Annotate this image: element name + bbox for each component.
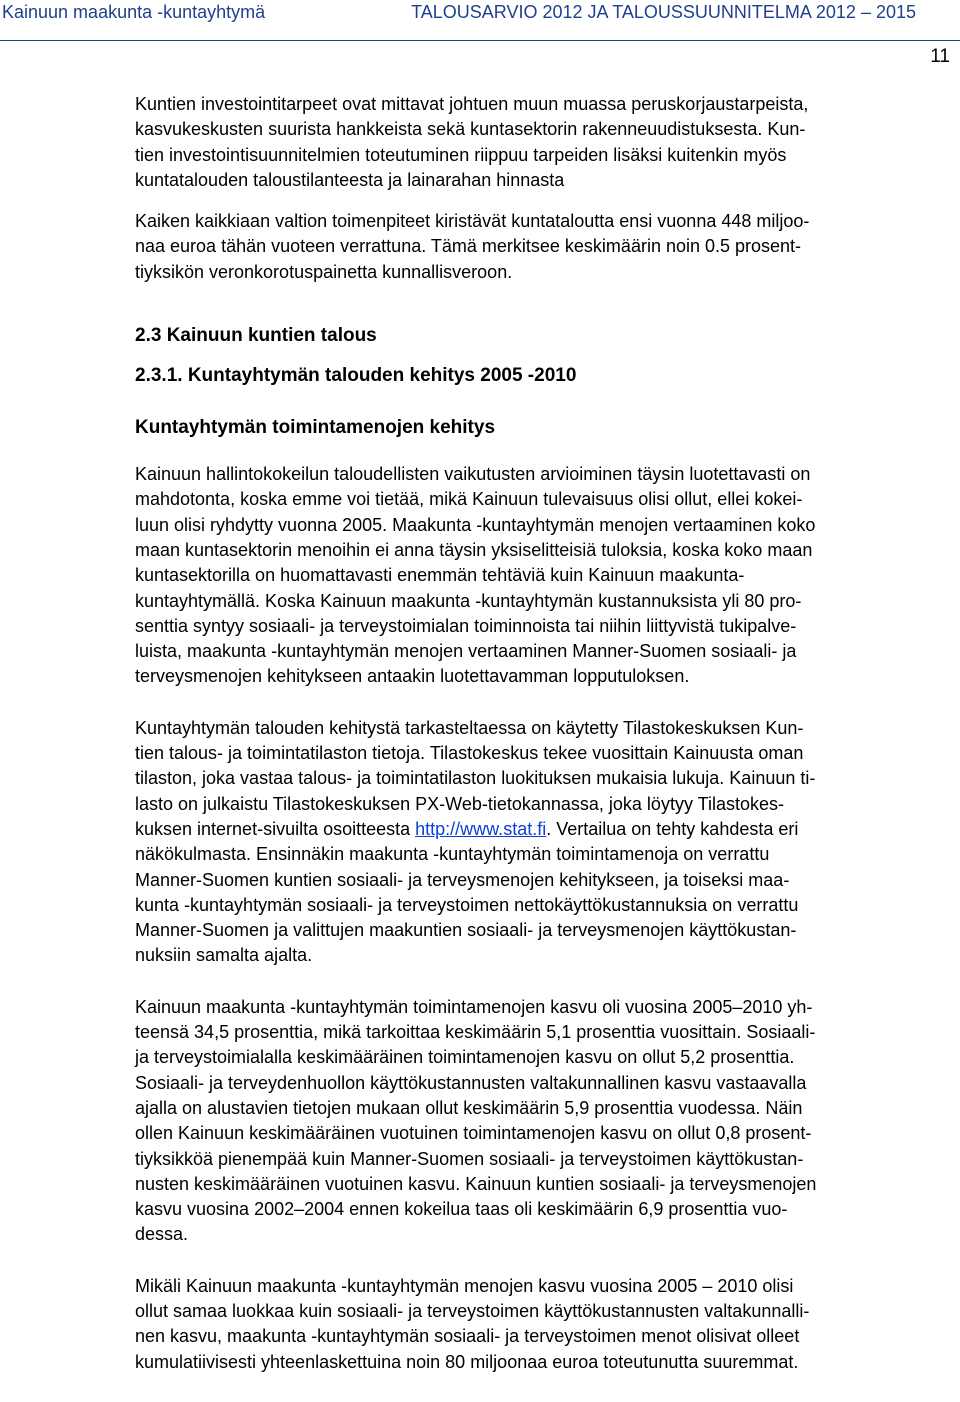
paragraph-cumulative-estimate: Mikäli Kainuun maakunta -kuntayhtymän menojen kasvu vuosina 2005 – 2010 olisi ollut samaa luokkaa kuin sosiaali- ja terveystoimen käyttökustannusten valtakunnalli- nen kasvu, maakunta -kuntayhtymän sosiaali- ja terveystoimen menot olisivat olleet kumulatiivisesti yhteenlaskettuina noin 80 miljoonaa euroa toteutunutta suuremmat. <box>135 1275 810 1372</box>
section-heading: 2.3 Kainuun kuntien talous <box>135 325 377 347</box>
page-number: 11 <box>930 46 950 67</box>
paragraph-expense-growth: Kainuun maakunta -kuntayhtymän toimintamenojen kasvu oli vuosina 2005–2010 yh- teensä 34,5 prosenttia, mikä tarkoittaa keskimäärin 5,1 prosenttia vuosittain. Sosiaali- ja terveystoimialalla keskimääräinen toimintamenojen kasvu on ollut 5,2 prosenttia. Sosiaali- ja terveydenhuollon käyttökustannusten valtakunnallinen kasvu vastaavalla ajalla on alustavien tietojen mukaan ollut keskimäärin 5,9 prosenttia vuodessa. Näin ollen Kainuun keskimääräinen vuotuinen toimintamenojen kasvu on ollut 0,8 prosent- tiyksikköä pienempää kuin Manner-Suomen sosiaali- ja terveystoimen käyttökustan- nusten keskimääräinen vuotuinen kasvu. Kainuun kuntien sosiaali- ja terveysmenojen kasvu vuosina 2002–2004 ennen kokeilua taas oli keskimäärin 6,9 prosenttia vuo- dessa. <box>135 996 817 1245</box>
header-organization: Kainuun maakunta -kuntayhtymä <box>2 2 266 22</box>
page-header <box>0 0 960 44</box>
header-document-title: TALOUSARVIO 2012 JA TALOUSSUUNNITELMA 2012 – 2015 <box>411 2 916 22</box>
document-body <box>135 92 953 1375</box>
paragraph-text-after-link: . Vertailua on tehty kahdesta eri näkökulmasta. Ensinnäkin maakunta -kuntayhtymän toimintamenoja on verrattu Manner-Suomen kuntien sosiaali- ja terveysmenojen kehitykseen, ja toiseksi maa- kunta -kuntayhtymän sosiaali- ja terveystoimen nettokäyttökustannuksia on verrattu Manner-Suomen ja valittujen maakuntien sosiaali- ja terveysmenojen käyttökustan- nuksiin samalta ajalta. <box>135 818 799 966</box>
stat-fi-link[interactable]: http://www.stat.fi <box>415 818 547 839</box>
paragraph-evaluation: Kainuun hallintokokeilun taloudellisten vaikutusten arvioiminen täysin luotettavasti on mahdotonta, koska emme voi tietää, mikä Kainuun tulevaisuus olisi ollut, ellei kokei- luun olisi ryhdytty vuonna 2005. Maakunta -kuntayhtymän menojen vertaaminen koko maan kuntasektorin menoihin ei anna täysin yksiselitteisiä tuloksia, koska koko maan kuntasektorilla on huomattavasti enemmän tehtäviä kuin Kainuun maakunta- kuntayhtymällä. Koska Kainuun maakunta -kuntayhtymän kustannuksista yli 80 pro- senttia syntyy sosiaali- ja terveystoimialan toiminnoista tai niihin liittyvistä tukipalve- luista, maakunta -kuntayhtymän menojen vertaaminen Manner-Suomen sosiaali- ja terveysmenojen kehitykseen antaakin luotettavamman lopputuloksen. <box>135 464 816 687</box>
paragraph-state-measures: Kaiken kaikkiaan valtion toimenpiteet kiristävät kuntataloutta ensi vuonna 448 miljoo- naa euroa tähän vuoteen verrattuna. Tämä merkitsee keskimäärin noin 0.5 prosent- tiyksikön veronkorotuspainetta kunnallisveroon. <box>135 211 810 282</box>
header-divider <box>0 40 960 41</box>
paragraph-investment-needs: Kuntien investointitarpeet ovat mittavat johtuen muun muassa peruskorjaustarpeista, kasvukeskusten suurista hankkeista sekä kuntasektorin rakenneuudistuksesta. Kun- tien investointisuunnitelmien toteutuminen riippuu tarpeiden lisäksi kuitenkin myös kuntatalouden taloustilanteesta ja lainarahan hinnasta <box>135 94 809 190</box>
topic-heading: Kuntayhtymän toimintamenojen kehitys <box>135 417 496 439</box>
paragraph-statistics-source <box>135 716 953 969</box>
paragraph-text-before-link: Kuntayhtymän talouden kehitystä tarkasteltaessa on käytetty Tilastokeskuksen Kun- tien talous- ja toimintatilaston tietoja. Tilastokeskus tekee vuosittain Kainuusta oman tilaston, joka vastaa talous- ja toimintatilaston luokituksen mukaisia lukuja. Kainuun ti- lasto on julkaistu Tilastokeskuksen PX-Web-tietokannassa, joka löytyy Tilastokes- kuksen internet-sivuilta osoitteesta <box>135 717 816 839</box>
subsection-heading: 2.3.1. Kuntayhtymän talouden kehitys 2005 -2010 <box>135 365 577 387</box>
